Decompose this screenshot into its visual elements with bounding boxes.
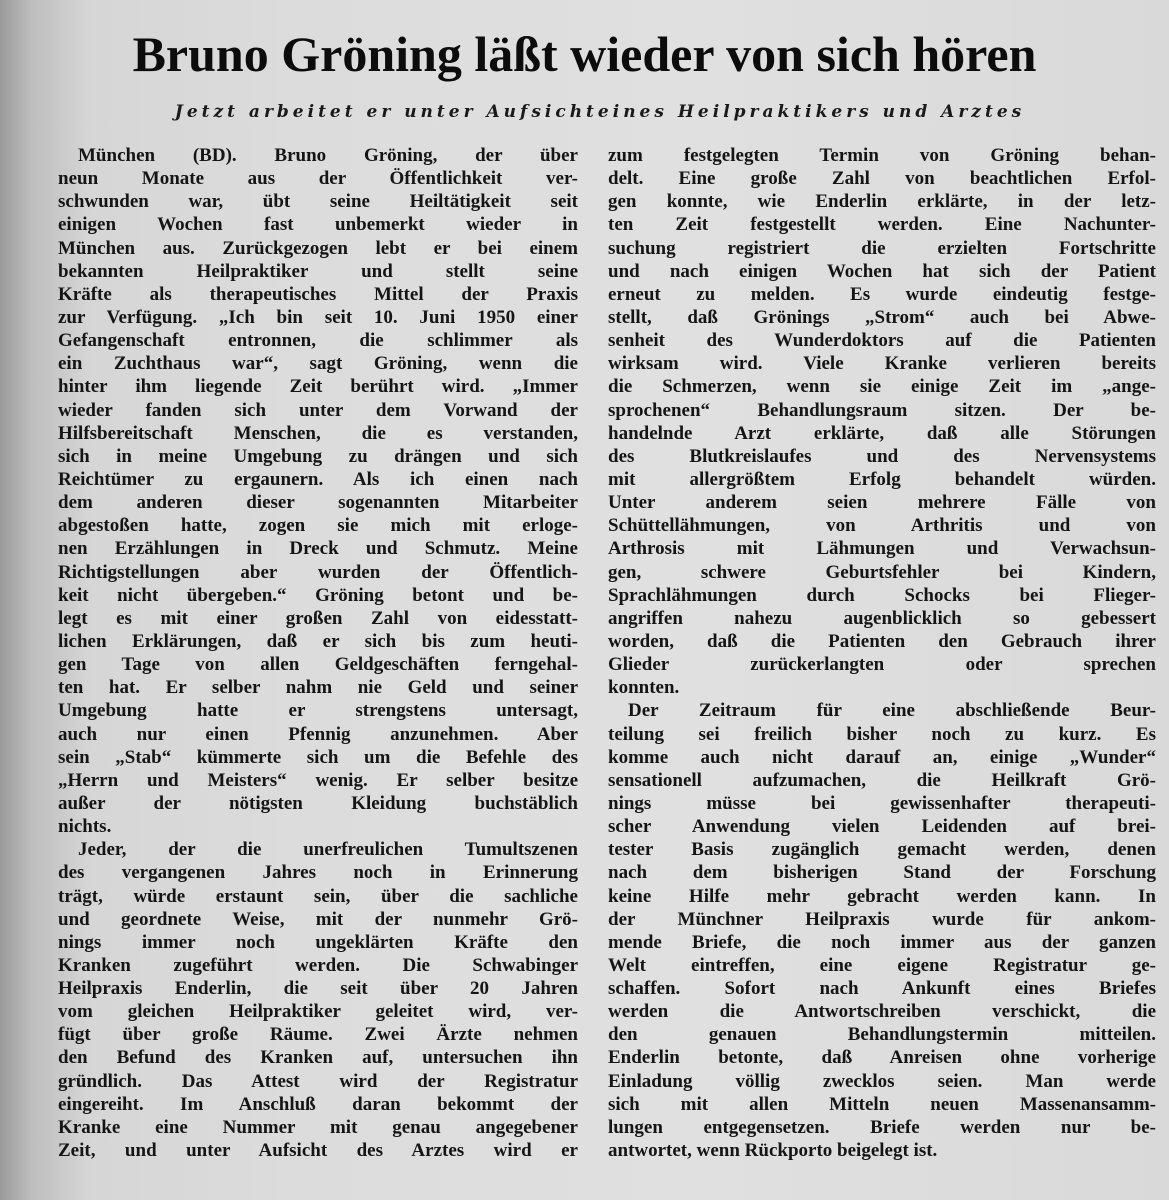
text-line: hinter ihm liegende Zeit berührt wird. „Immer	[58, 376, 578, 398]
text-line: eingereiht. Im Anschluß daran bekommt der	[58, 1093, 578, 1115]
text-line: trägt, würde erstaunt sein, über die sachliche	[58, 885, 578, 907]
text-line: lungen entgegensetzen. Briefe werden nur be-	[608, 1116, 1156, 1138]
text-line: sprochenen“ Behandlungsraum sitzen. Der be-	[608, 399, 1156, 421]
text-line: des Blutkreislaufes und des Nervensystems	[608, 445, 1156, 467]
text-line: vom gleichen Heilpraktiker geleitet wird, ver-	[58, 1001, 578, 1023]
text-line: suchung registriert die erzielten Fortschritte	[608, 237, 1156, 259]
text-line: dem anderen dieser sogenannten Mitarbeiter	[58, 492, 578, 514]
text-line: Reichtümer zu ergaunern. Als ich einen nach	[58, 468, 578, 490]
text-line: „Herrn und Meisters“ wenig. Er selber besitze	[58, 769, 578, 791]
text-line: sich mit allen Mitteln neuen Massenansamm-	[608, 1093, 1156, 1115]
text-line: schaffen. Sofort nach Ankunft eines Briefes	[608, 978, 1156, 1000]
text-line: tester Basis zugänglich gemacht werden, denen	[608, 839, 1156, 861]
text-line: gründlich. Das Attest wird der Registratur	[58, 1070, 578, 1092]
article-column-left	[58, 144, 578, 1162]
text-line: senheit des Wunderdoktors auf die Patienten	[608, 330, 1156, 352]
text-line: nings müsse bei gewissenhafter therapeuti-	[608, 792, 1156, 814]
text-line: außer der nötigsten Kleidung buchstäblich	[58, 792, 578, 814]
article-paragraph	[608, 144, 1156, 699]
text-line: Heilpraxis Enderlin, die seit über 20 Jahren	[58, 978, 578, 1000]
text-line: Kräfte als therapeutisches Mittel der Praxis	[58, 283, 578, 305]
text-line: einigen Wochen fast unbemerkt wieder in	[58, 214, 578, 236]
article-column-right	[608, 144, 1156, 1162]
text-line: keit nicht übergeben.“ Gröning betont und be-	[58, 584, 578, 606]
text-line: Kranken zugeführt werden. Die Schwabinger	[58, 954, 578, 976]
text-line: scher Anwendung vielen Leidenden auf brei-	[608, 816, 1156, 838]
text-line: neun Monate aus der Öffentlichkeit ver-	[58, 168, 578, 190]
text-line: auch nur einen Pfennig anzunehmen. Aber	[58, 723, 578, 745]
text-line: Enderlin betonte, daß Anreisen ohne vorherige	[608, 1047, 1156, 1069]
subheadline: Jetzt arbeitet er unter Aufsichteines Heilpraktikers und Arztes	[174, 102, 1026, 122]
text-line: Welt eintreffen, eine eigene Registratur ge-	[608, 954, 1156, 976]
text-line: Hilfsbereitschaft Menschen, die es verstanden,	[58, 422, 578, 444]
text-line: schwunden war, übt seine Heiltätigkeit seit	[58, 191, 578, 213]
text-line: Zeit, und unter Aufsicht des Arztes wird er	[58, 1140, 578, 1162]
text-line: komme auch nicht darauf an, einige „Wunder“	[608, 746, 1156, 768]
text-line: delt. Eine große Zahl von beachtlichen Erfol-	[608, 168, 1156, 190]
text-line: des vergangenen Jahres noch in Erinnerung	[58, 862, 578, 884]
text-line: Umgebung hatte er strengstens untersagt,	[58, 700, 578, 722]
text-line: handelnde Arzt erklärte, daß alle Störungen	[608, 422, 1156, 444]
text-line: werden die Antwortschreiben verschickt, die	[608, 1001, 1156, 1023]
text-line: Einladung völlig zwecklos seien. Man werde	[608, 1070, 1156, 1092]
text-line: gen konnte, wie Enderlin erklärte, in der letz-	[608, 191, 1156, 213]
text-line: ten Zeit festgestellt werden. Eine Nachunter-	[608, 214, 1156, 236]
text-line: erneut zu melden. Es wurde eindeutig festge-	[608, 283, 1156, 305]
text-line: zum festgelegten Termin von Gröning behan-	[608, 145, 1156, 166]
text-line: mende Briefe, die noch immer aus der ganzen	[608, 931, 1156, 953]
text-line: angriffen nahezu augenblicklich so gebessert	[608, 607, 1156, 629]
text-line: keine Hilfe mehr gebracht werden kann. In	[608, 885, 1156, 907]
text-line: und geordnete Weise, mit der nunmehr Grö-	[58, 908, 578, 930]
text-line: sensationell aufzumachen, die Heilkraft Grö-	[608, 769, 1156, 791]
text-line: und nach einigen Wochen hat sich der Patient	[608, 260, 1156, 282]
text-line: worden, daß die Patienten den Gebrauch ihrer	[608, 630, 1156, 652]
text-line: nach dem bisherigen Stand der Forschung	[608, 862, 1156, 884]
text-line: mit allergrößtem Erfolg behandelt würden.	[608, 468, 1156, 490]
article-paragraph	[608, 699, 1156, 1162]
text-line: Kranke eine Nummer mit genau angegebener	[58, 1116, 578, 1138]
text-line: den Befund des Kranken auf, untersuchen ihn	[58, 1047, 578, 1069]
text-line: sein „Stab“ kümmerte sich um die Befehle des	[58, 746, 578, 768]
headline: Bruno Gröning läßt wieder von sich hören	[132, 26, 1037, 82]
text-line: wieder fanden sich unter dem Vorwand der	[58, 399, 578, 421]
text-line: München aus. Zurückgezogen lebt er bei einem	[58, 237, 578, 259]
text-line: bekannten Heilpraktiker und stellt seine	[58, 260, 578, 282]
text-line: ein Zuchthaus war“, sagt Gröning, wenn die	[58, 353, 578, 375]
text-line: Sprachlähmungen durch Schocks bei Flieger-	[608, 584, 1156, 606]
text-line: Schüttellähmungen, von Arthritis und von	[608, 515, 1156, 537]
text-line: fügt über große Räume. Zwei Ärzte nehmen	[58, 1024, 578, 1046]
text-line: Gefangenschaft entronnen, die schlimmer als	[58, 330, 578, 352]
text-line: stellt, daß Grönings „Strom“ auch bei Abwe-	[608, 306, 1156, 328]
article-paragraph	[58, 838, 578, 1162]
text-line: wirksam wird. Viele Kranke verlieren bereits	[608, 353, 1156, 375]
text-line: teilung sei freilich bisher noch zu kurz. Es	[608, 723, 1156, 745]
text-line: Jeder, der die unerfreulichen Tumultszenen	[78, 839, 578, 861]
text-line: München (BD). Bruno Gröning, der über	[78, 145, 578, 166]
text-line: gen Tage von allen Geldgeschäften ferngehal-	[58, 654, 578, 676]
text-line: Glieder zurückerlangten oder sprechen	[608, 654, 1156, 676]
text-line: Arthrosis mit Lähmungen und Verwachsun-	[608, 538, 1156, 560]
text-line: der Münchner Heilpraxis wurde für ankom-	[608, 908, 1156, 930]
text-line: zur Verfügung. „Ich bin seit 10. Juni 1950 einer	[58, 306, 578, 328]
text-line: antwortet, wenn Rückporto beigelegt ist.	[608, 1140, 938, 1162]
text-line: nings immer noch ungeklärten Kräfte den	[58, 931, 578, 953]
text-line: konnten.	[608, 677, 680, 699]
text-line: Unter anderem seien mehrere Fälle von	[608, 492, 1156, 514]
text-line: Der Zeitraum für eine abschließende Beur-	[628, 700, 1156, 722]
text-line: lichen Erklärungen, daß er sich bis zum heuti-	[58, 630, 578, 652]
text-line: nichts.	[58, 816, 112, 838]
text-line: ten hat. Er selber nahm nie Geld und seiner	[58, 677, 578, 699]
text-line: nen Erzählungen in Dreck und Schmutz. Meine	[58, 538, 578, 560]
text-line: Richtigstellungen aber wurden der Öffentlich-	[58, 561, 578, 583]
text-line: den genauen Behandlungstermin mitteilen.	[608, 1024, 1156, 1046]
article-paragraph	[58, 144, 578, 838]
text-line: die Schmerzen, wenn sie einige Zeit im „ange-	[608, 376, 1156, 398]
text-line: gen, schwere Geburtsfehler bei Kindern,	[608, 561, 1156, 583]
text-line: abgestoßen hatte, zogen sie mich mit erloge-	[58, 515, 578, 537]
text-line: sich in meine Umgebung zu drängen und sich	[58, 445, 578, 467]
text-line: legt es mit einer großen Zahl von eidesstatt-	[58, 607, 578, 629]
